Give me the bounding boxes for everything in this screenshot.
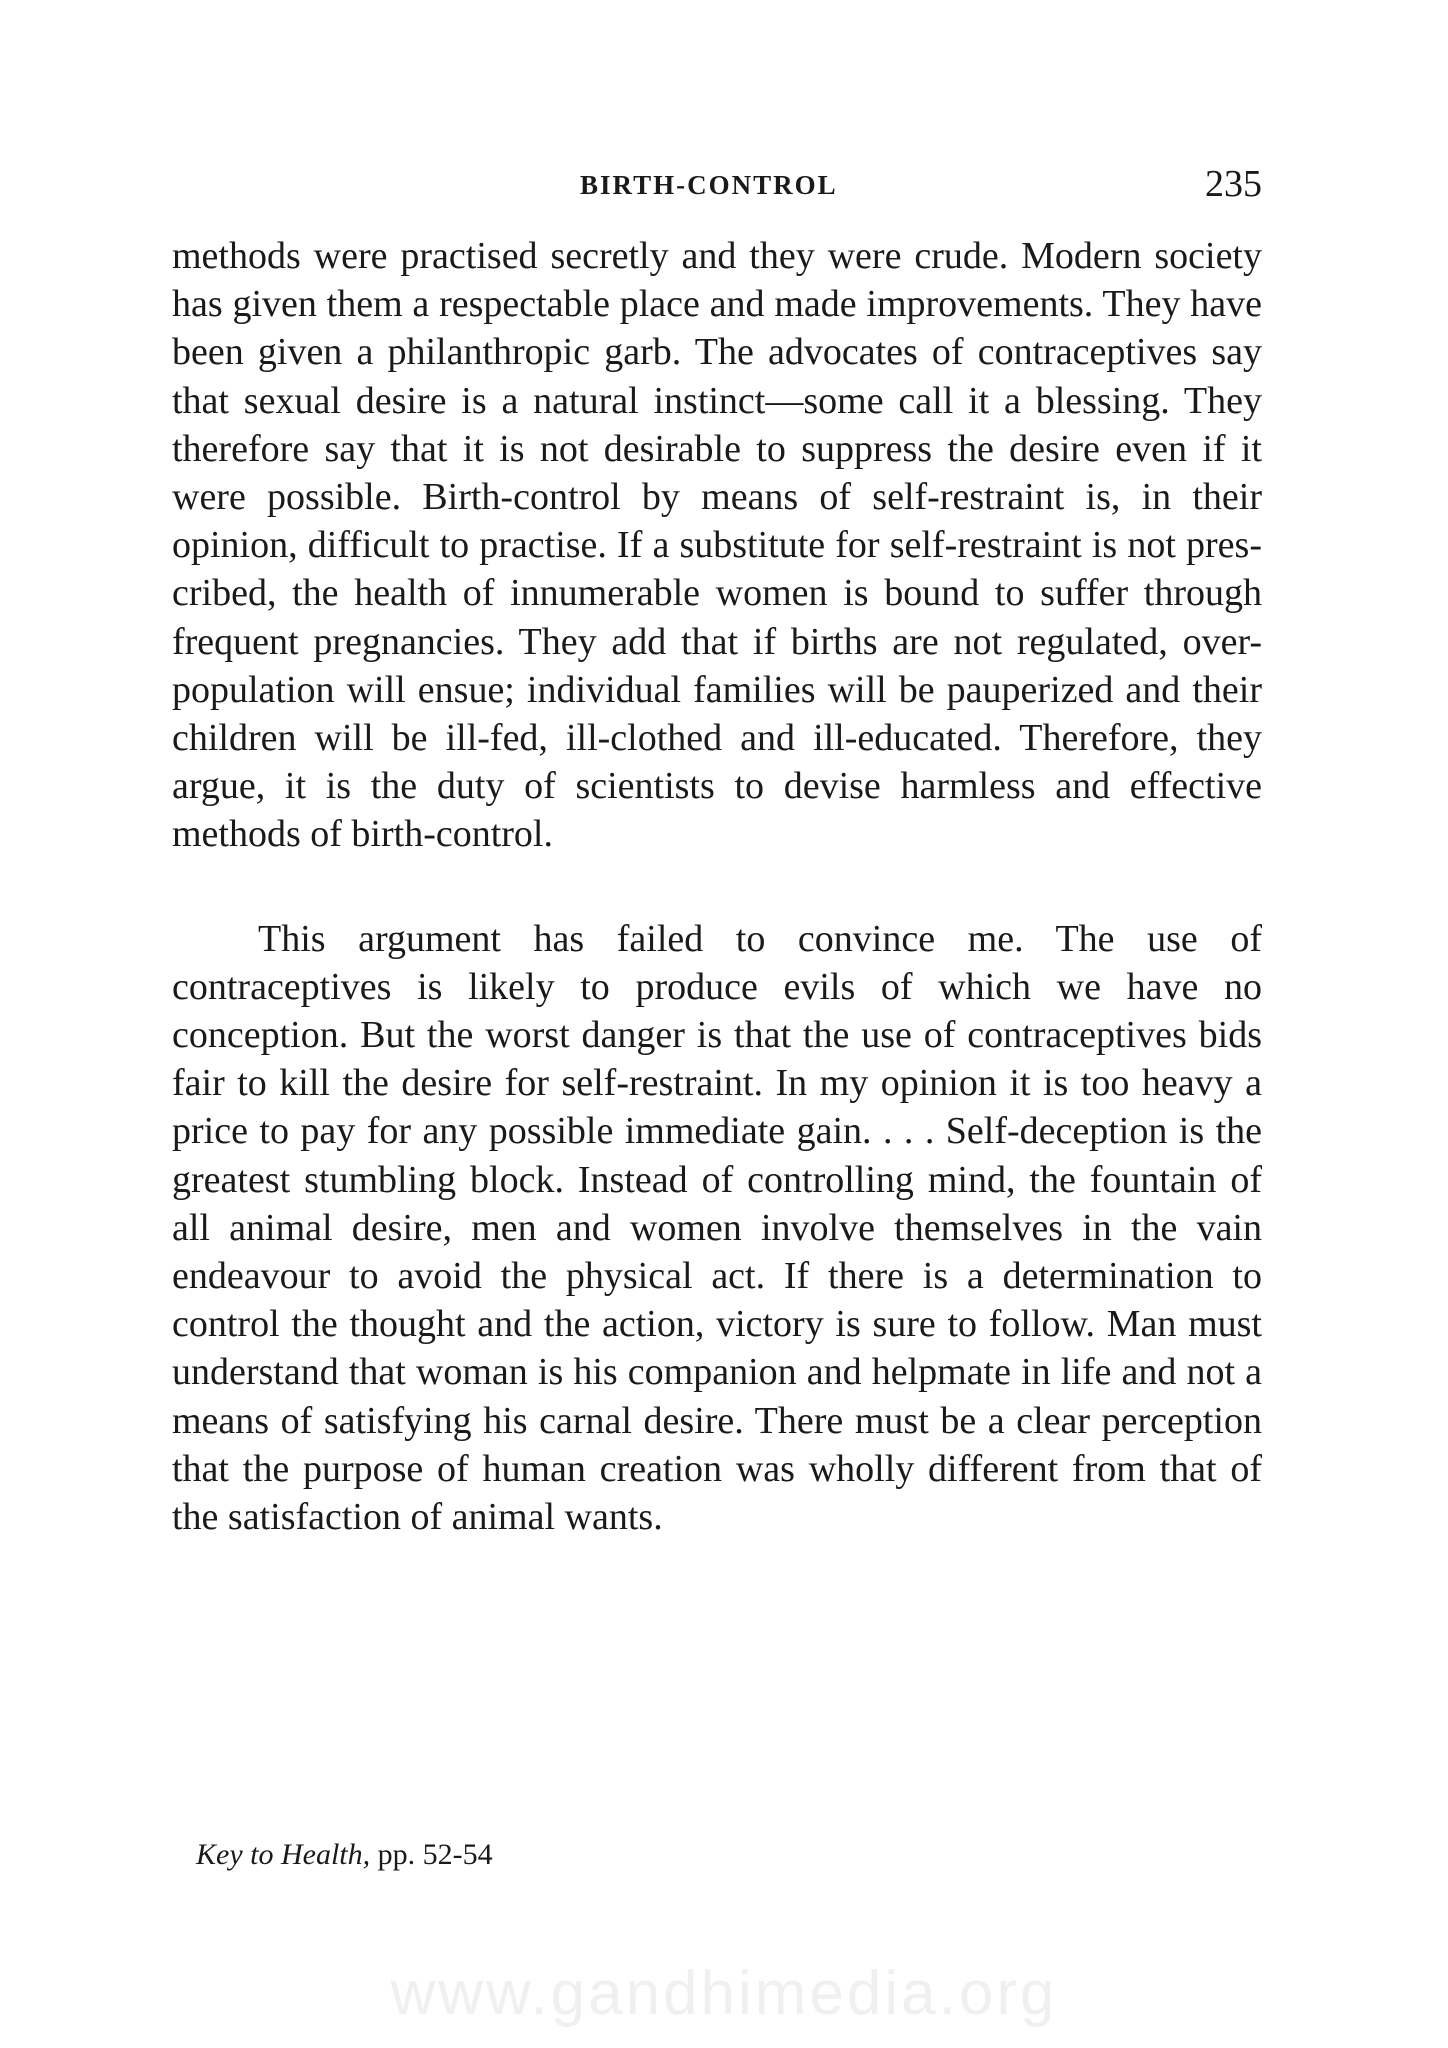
source-title: Key to Health, [196, 1838, 371, 1871]
page-header [172, 163, 1262, 216]
paragraph-2: This argument has failed to convince me. The use of contraceptives is likely to produce evils of which we have no conception. But the worst danger is that the use of contraceptives bids fair to kill the desire for self-restraint. In my opinion it is too heavy a price to pay for any possible immediate gain. . . . Self-deception is the greatest stumbling block. Instead of controlling mind, the fountain of all animal desire, men and women involve themselves in the vain endeavour to avoid the physical act. If there is a determination to control the thought and the action, victory is sure to follow. Man must understand that woman is his companion and helpmate in life and not a means of satisfying his carnal desire. There must be a clear perception that the purpose of human creation was wholly different from that of the satisfaction of animal wants. [172, 917, 1262, 1539]
source-citation [196, 1838, 493, 1872]
watermark: www.gandhimedia.org [390, 1959, 1058, 2028]
body-text [172, 232, 1262, 1541]
paragraph-1: methods were practised secretly and they were crude. Modern society has given them a respectable place and made improvements. They have been given a philanthropic garb. The advocates of contraceptives say that sexual desire is a natural instinct—some call it a blessing. They therefore say that it is not desirable to suppress the desire even if it were possible. Birth-control by means of self-restraint is, in their opinion, difficult to practise. If a substitute for self-restraint is not prescribed, the health of innumerable women is bound to suffer through frequent pregnancies. They add that if births are not regulated, over-population will ensue; individual families will be pauperized and their children will be ill-fed, ill-clothed and ill-educated. Therefore, they argue, it is the duty of scientists to devise harmless and effective methods of birth-control. [172, 235, 1262, 856]
source-pages: pp. 52-54 [370, 1838, 493, 1871]
running-head: BIRTH-CONTROL [580, 170, 838, 200]
page-number: 235 [1205, 163, 1262, 205]
